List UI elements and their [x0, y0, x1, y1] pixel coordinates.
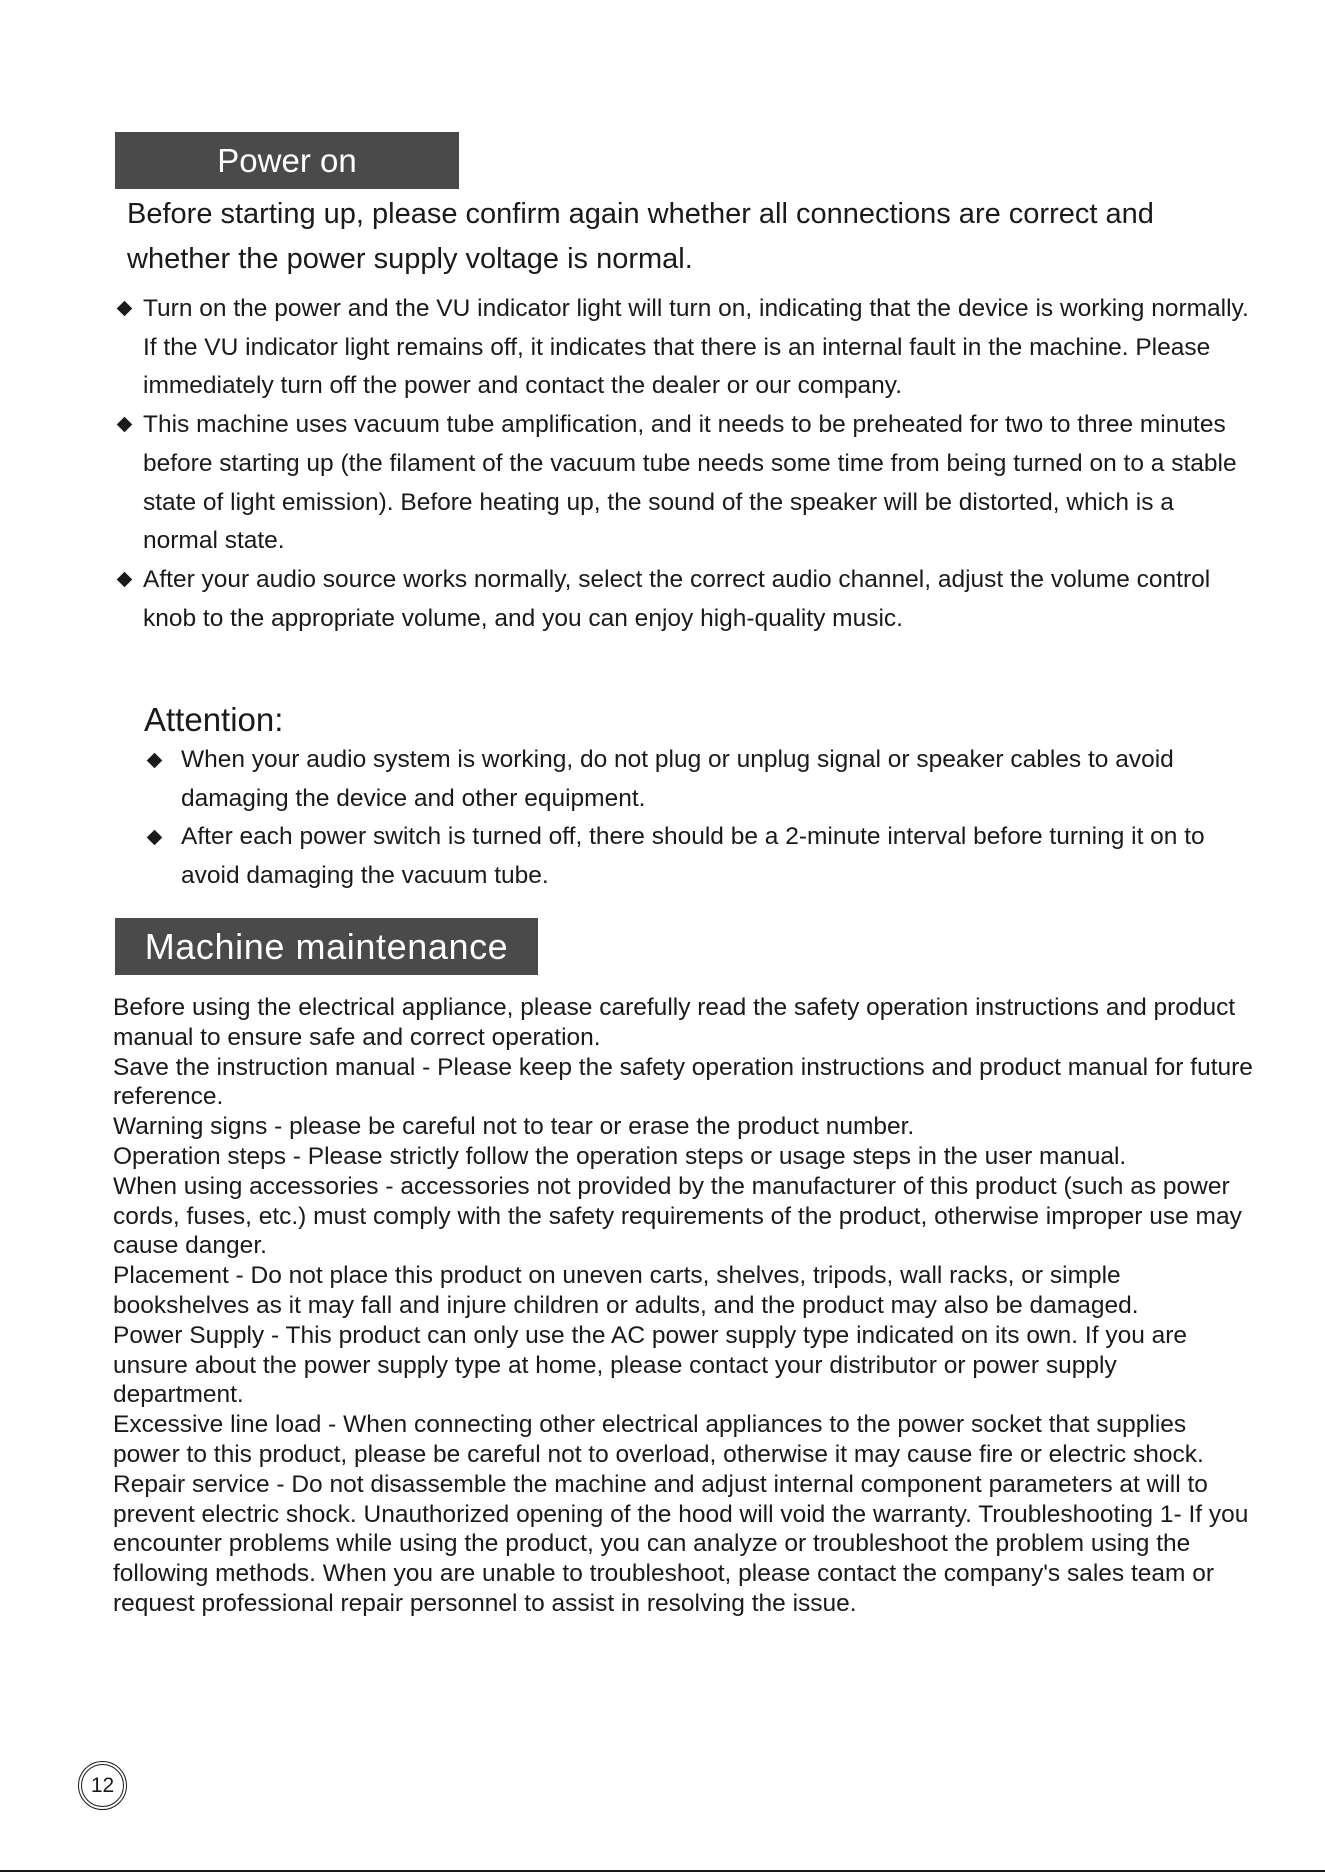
- power-on-header-label: Power on: [217, 141, 357, 179]
- machine-maintenance-header-label: Machine maintenance: [144, 925, 509, 967]
- power-on-bullet: [116, 561, 1251, 638]
- maintenance-paragraph: Save the instruction manual - Please keep the safety operation instructions and product manual for future reference.: [113, 1053, 1253, 1111]
- power-on-bullet-text: This machine uses vacuum tube amplification, and it needs to be preheated for two to three minutes before starting up (the filament of the vacuum tube needs some time from being turned on to a stable state of light emission). Before heating up, the sound of the speaker will be distorted, which is a normal state.: [143, 411, 1237, 555]
- maintenance-paragraph: Repair service - Do not disassemble the machine and adjust internal component parameters at will to prevent electric shock. Unauthorized opening of the hood will void the warranty. Troubleshooting 1- If you encounter problems while using the product, you can analyze or troubleshoot the problem using the following methods. When you are unable to troubleshoot, please contact the company's sales team or request professional repair personnel to assist in resolving the issue.: [113, 1470, 1249, 1617]
- maintenance-paragraph: Before using the electrical appliance, please carefully read the safety operation instructions and product manual to ensure safe and correct operation.: [113, 994, 1236, 1051]
- power-on-bullet: [116, 406, 1251, 561]
- power-on-bullet-list: [116, 290, 1251, 638]
- maintenance-paragraph: Warning signs - please be careful not to tear or erase the product number.: [113, 1113, 915, 1141]
- power-on-intro: Before starting up, please confirm again whether all connections are correct and whether the power supply voltage is normal.: [127, 198, 1154, 275]
- maintenance-paragraph: Operation steps - Please strictly follow the operation steps or usage steps in the user manual.: [113, 1142, 1127, 1170]
- diamond-bullet-icon: [117, 301, 133, 317]
- power-on-bullet: [116, 290, 1251, 406]
- power-on-bullet-text: Turn on the power and the VU indicator light will turn on, indicating that the device is working normally. If the VU indicator light remains off, it indicates that there is an internal fault in the machine. Please immediately turn off the power and contact the dealer or our company.: [143, 295, 1249, 400]
- maintenance-paragraph: Power Supply - This product can only use the AC power supply type indicated on its own. If you are unsure about the power supply type at home, please contact your distributor or power supply department.: [113, 1321, 1188, 1409]
- page-number: 12: [90, 1773, 115, 1797]
- maintenance-body: [113, 993, 1253, 1619]
- maintenance-paragraph: When using accessories - accessories not provided by the manufacturer of this product (such as power cords, fuses, etc.) must comply with the safety requirements of the product, otherwise improper use may cause danger.: [113, 1172, 1242, 1260]
- maintenance-paragraph: Placement - Do not place this product on uneven carts, shelves, tripods, wall racks, or simple bookshelves as it may fall and injure children or adults, and the product may also be damaged.: [113, 1262, 1139, 1319]
- attention-list: [144, 741, 1254, 896]
- attention-item: [144, 741, 1254, 818]
- diamond-bullet-icon: [117, 417, 133, 433]
- attention-title: Attention:: [144, 701, 284, 738]
- attention-item: [144, 818, 1254, 895]
- page-number-badge: [78, 1761, 127, 1810]
- power-on-bullet-text: After your audio source works normally, select the correct audio channel, adjust the volume control knob to the appropriate volume, and you can enjoy high-quality music.: [143, 565, 1211, 632]
- maintenance-paragraph: Excessive line load - When connecting other electrical appliances to the power socket that supplies power to this product, please be careful not to overload, otherwise it may cause fire or electric shock.: [113, 1411, 1204, 1468]
- diamond-bullet-icon: [117, 572, 133, 588]
- power-on-header: [115, 132, 459, 189]
- diamond-bullet-icon: [147, 753, 163, 769]
- diamond-bullet-icon: [147, 830, 163, 846]
- attention-item-text: After each power switch is turned off, there should be a 2-minute interval before turning it on to avoid damaging the vacuum tube.: [181, 823, 1205, 890]
- attention-item-text: When your audio system is working, do not plug or unplug signal or speaker cables to avoid damaging the device and other equipment.: [181, 746, 1174, 812]
- machine-maintenance-header: [115, 918, 538, 975]
